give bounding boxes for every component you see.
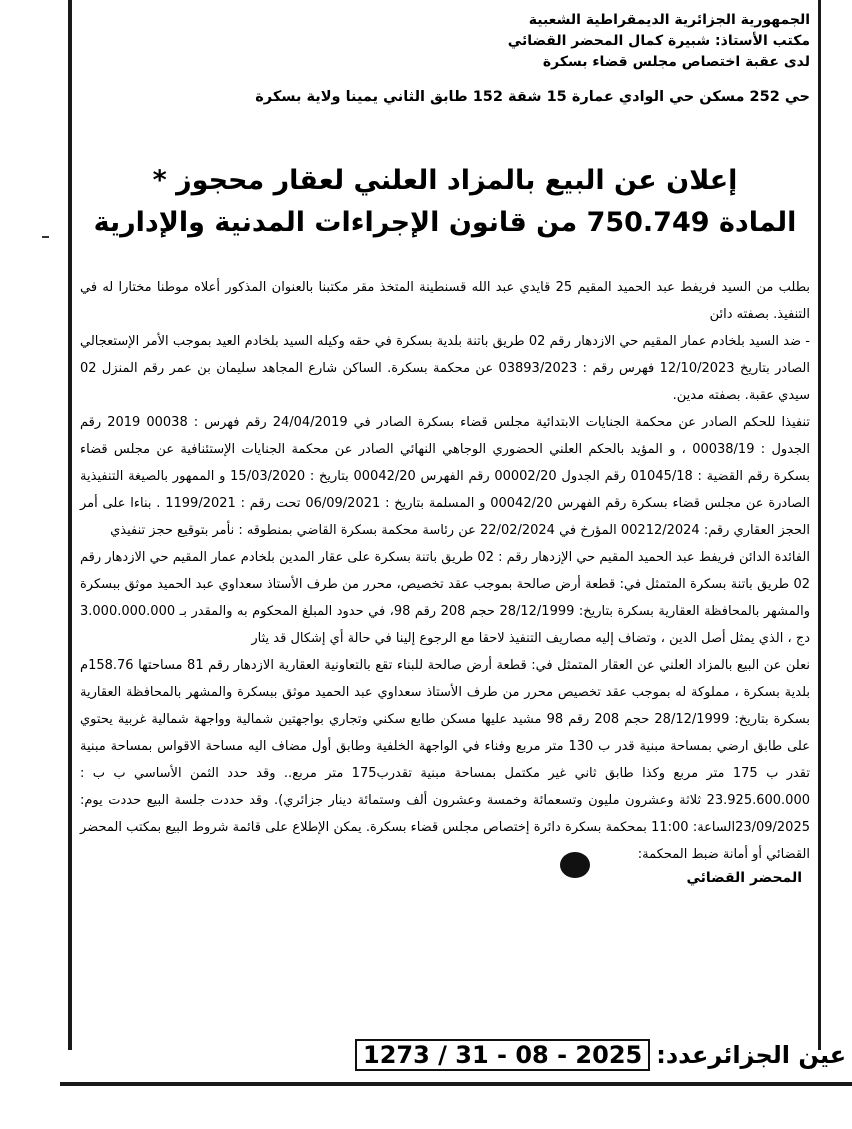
stray-mark <box>42 236 49 238</box>
body-paragraph-seizure: الفائدة الدائن فريفط عبد الحميد المقيم حي الإزدهار رقم : 02 طريق باتنة بسكرة على عقار المدين بلخادم عمار المقيم حي الازدهار رقم 02 طريق باتنة بسكرة المتمثل في: قطعة أرض صالحة بموجب عقد تخصيص، محرر من طرف الأستاذ سعداوي عبد الحميد موثق ببسكرة والمشهر بالمحافظة العقارية بسكرة بتاريخ: 28/12/1999 حجم 208 رقم 98، في حدود المبلغ المحكوم به والمقدر بـ 3.000.000.000 دج ، الذي يمثل أصل الدين ، وتضاف إليه مصاريف التنفيذ لاحقا مع الرجوع إلينا في حالة أي إشكال قد يثار <box>80 550 810 646</box>
header-country: الجمهورية الجزائرية الديمقراطية الشعبية <box>528 12 810 28</box>
publication-stamp <box>355 1034 846 1076</box>
body-paragraph-requester: بطلب من السيد فريفط عبد الحميد المقيم 25 قايدي عبد الله قسنطينة المتخذ مقر مكتبنا بالعنوان المذكور أعلاه موطنا مختارا له في التنفيذ. بصفته دائن <box>80 280 810 322</box>
header-address: حي 252 مسكن حي الوادي عمارة 15 شقة 152 طابق الثاني يمينا ولاية بسكرة <box>255 89 810 105</box>
body-paragraph-judgment: تنفيذا للحكم الصادر عن محكمة الجنايات الابتدائية مجلس قضاء بسكرة الصادر في 24/04/2019 رقم فهرس : 00038 2019 رقم الجدول : 00038/19 ، و المؤيد بالحكم العلني الحضوري الوجاهي النهائي الصادر عن محكمة الجنايات الإستئنافية عن مجلس قضاء بسكرة رقم القضية : 01045/18 رقم الجدول 00002/20 رقم الفهرس 00042/20 بتاريخ : 15/03/2020 و الممهور بالصيغة التنفيذية الصادرة عن مجلس قضاء بسكرة رقم الفهرس 00042/20 و المسلمة بتاريخ : 06/09/2021 تحت رقم : 1199/2021 . بناءا على أمر الحجز العقاري رقم: 00212/2024 المؤرخ في 22/02/2024 عن رئاسة محكمة بسكرة القاضي بمنطوقه : نأمر بتوقيع حجز تنفيذي <box>80 415 810 538</box>
announcement-subtitle: المادة 750.749 من قانون الإجراءات المدنية والإدارية <box>93 207 797 238</box>
announcement-title: إعلان عن البيع بالمزاد العلني لعقار محجوز * <box>152 165 738 196</box>
publication-label: عين الجزائرعدد: <box>656 1041 847 1069</box>
publication-number-box: 1273 / 31 - 08 - 2025 <box>355 1039 650 1071</box>
announcement-content <box>80 10 810 886</box>
left-border-line <box>68 0 72 1050</box>
bottom-rule <box>60 1082 852 1086</box>
announcement-body <box>80 274 810 868</box>
body-paragraph-debtor: - ضد السيد بلخادم عمار المقيم حي الازدهار رقم 02 طريق باتنة بلدية بسكرة في حقه وكيله السيد بلخادم العيد بموجب الأمر الإستعجالي الصادر بتاريخ 12/10/2023 فهرس رقم : 03893/2023 عن محكمة بسكرة. الساكن شارع المجاهد سليمان بن عمر رقم المنزل 02 سيدي عقبة. بصفته مدين. <box>80 334 810 403</box>
body-paragraph-sale: نعلن عن البيع بالمزاد العلني عن العقار المتمثل في: قطعة أرض صالحة للبناء تقع بالتعاونية العقارية الازدهار رقم 81 مساحتها 158.76م بلدية بسكرة ، مملوكة له بموجب عقد تخصيص محرر من طرف الأستاذ سعداوي عبد الحميد موثق ببسكرة والمشهر بالمحافظة العقارية بسكرة بتاريخ: 28/12/1999 حجم 208 رقم 98 مشيد عليها مسكن طابع سكني وتجاري بواجهتين شمالية وواجهة شمالية غربية يحتوي على طابق ارضي بمساحة مبنية قدر ب 130 متر مربع وفناء في الواجهة الخلفية وطابق أول مضاف اليه مساحة الاقواس بمساحة مبنية تقدر ب 175 متر مربع وكذا طابق ثاني غير مكتمل بمساحة مبنية تقدرب175 متر مربع.. وقد حدد الثمن الأساسي ب ب : 23.925.600.000 ثلاثة وعشرون مليون وتسعمائة وخمسة وعشرون ألف وستمائة دينار جزائري). وقد حددت جلسة البيع حددت يوم: 23/09/2025الساعة: 11:00 بمحكمة بسكرة دائرة إختصاص مجلس قضاء بسكرة. يمكن الإطلاع على قائمة شروط البيع بمكتب المحضر القضائي أو أمانة ضبط المحكمة: <box>80 658 811 862</box>
header-jurisdiction: لدى عقبة اختصاص مجلس قضاء بسكرة <box>542 54 810 70</box>
right-border-line <box>818 0 821 1050</box>
signature: المحضر القضائي <box>686 870 802 886</box>
ink-blot <box>560 852 590 878</box>
header-office: مكتب الأستاذ: شبيرة كمال المحضر القضائي <box>507 33 810 49</box>
